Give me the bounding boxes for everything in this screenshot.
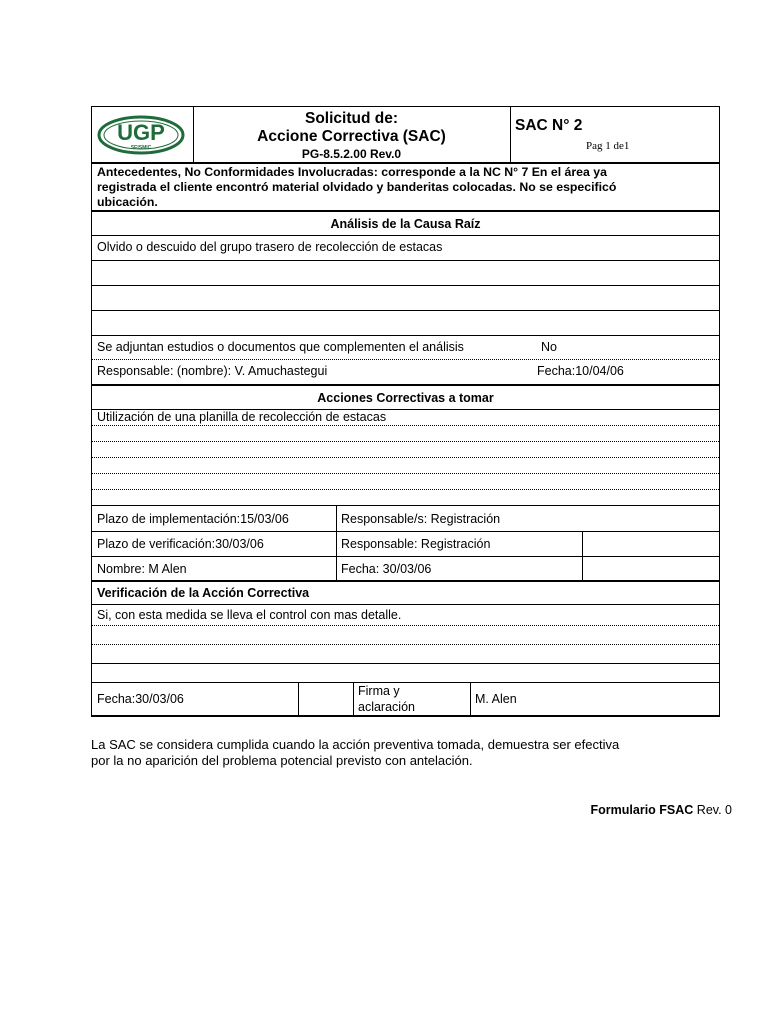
analisis-heading: Análisis de la Causa Raíz [330,217,481,231]
dotted-line [92,489,719,490]
form-name: Formulario FSAC [590,803,694,817]
acciones-text: Utilización de una planilla de recolección de estacas [97,410,387,424]
logo-subtext: SEISMIC [130,145,152,151]
note-line1: La SAC se considera cumplida cuando la acción preventiva tomada, demuestra ser efectiva [91,737,620,752]
divider [92,556,719,557]
divider [336,505,337,581]
dotted-line [92,441,719,442]
responsable-verificacion: Responsable: Registración [341,537,491,551]
acciones-heading: Acciones Correctivas a tomar [317,391,494,405]
note-line2: por la no aparición del problema potencial previsto con antelación. [91,753,473,768]
nombre: Nombre: M Alen [97,562,187,576]
antecedentes-line1: Antecedentes, No Conformidades Involucradas: corresponde a la NC N° 7 En el área ya [97,165,607,179]
dotted-line [92,457,719,458]
divider [92,580,719,582]
antecedentes-line3: ubicación. [97,195,158,209]
divider [92,663,719,664]
divider [92,531,719,532]
fecha-verificacion: Fecha:30/03/06 [97,692,184,706]
divider [298,682,299,716]
divider [92,505,719,506]
divider [92,384,719,386]
divider [92,335,719,336]
firma-value: M. Alen [475,692,517,706]
fecha-acciones: Fecha: 30/03/06 [341,562,432,576]
divider [92,682,719,683]
divider [92,604,719,605]
analisis-text: Olvido o descuido del grupo trasero de recolección de estacas [97,240,443,254]
responsable-analisis: Responsable: (nombre): V. Amuchastegui [97,364,328,378]
divider [92,210,719,212]
divider [92,162,719,164]
ugp-seismic-logo [97,115,185,155]
adjuntan-value: No [541,340,557,354]
divider [92,235,719,236]
title-line2: Accione Correctiva (SAC) [257,128,446,145]
dotted-line [92,473,719,474]
dotted-line [92,359,719,360]
form-rev: Rev. 0 [696,803,732,817]
verificacion-text: Si, con esta medida se lleva el control con mas detalle. [97,608,402,622]
antecedentes-line2: registrada el cliente encontró material olvidado y banderitas colocadas. No se especificó [97,180,617,194]
divider [353,682,354,716]
divider [470,682,471,716]
page-number: Pag 1 de1 [586,140,630,152]
dotted-line [92,425,719,426]
firma-label-line1: Firma y [358,684,400,698]
plazo-verificacion: Plazo de verificación:30/03/06 [97,537,264,551]
dotted-line [92,644,719,645]
verificacion-heading: Verificación de la Acción Correctiva [97,586,310,600]
adjuntan-label: Se adjuntan estudios o documentos que complementen el análisis [97,340,464,354]
divider [92,310,719,311]
dotted-line [92,625,719,626]
divider [582,531,583,581]
logo-text: UGP [117,120,165,145]
form-identifier [591,802,732,818]
title-line1: Solicitud de: [305,110,398,127]
firma-label-line2: aclaración [358,700,415,714]
divider [92,285,719,286]
plazo-implementacion: Plazo de implementación:15/03/06 [97,512,289,526]
divider [510,107,511,163]
fecha-analisis: Fecha:10/04/06 [537,364,624,378]
doc-code: PG-8.5.2.00 Rev.0 [301,147,402,161]
sac-number: SAC N° 2 [515,117,583,134]
responsable-implementacion: Responsable/s: Registración [341,512,501,526]
sac-form [91,106,720,717]
divider [92,260,719,261]
